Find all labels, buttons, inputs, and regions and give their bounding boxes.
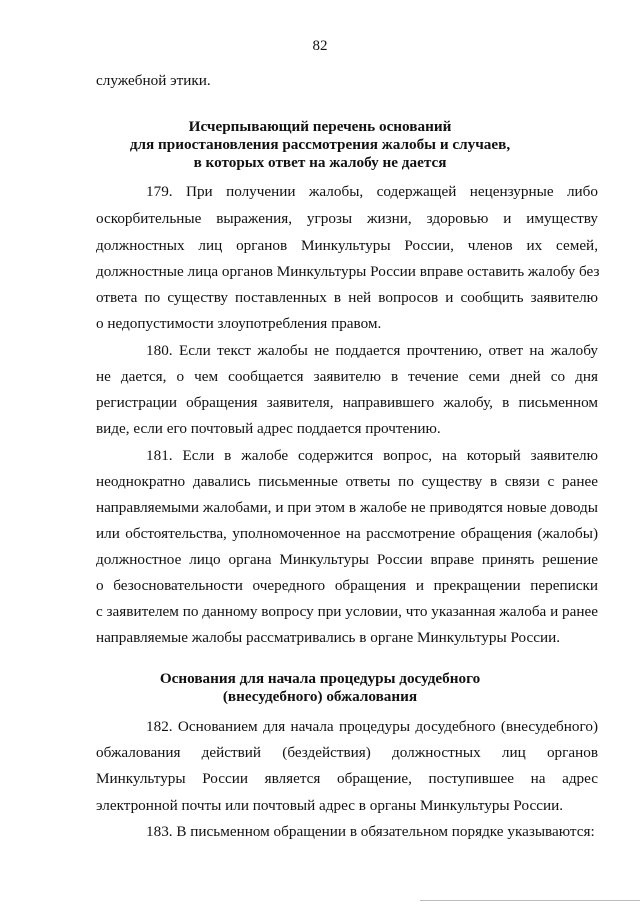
paragraph-line: виде, если его почтовый адрес поддается прочтению. bbox=[96, 420, 441, 437]
paragraph-line: 181. Если в жалобе содержится вопрос, на который заявителю bbox=[146, 447, 598, 464]
paragraph-line: 182. Основанием для начала процедуры досудебного (внесудебного) bbox=[146, 718, 598, 735]
paragraph-line: о безосновательности очередного обращения и прекращении переписки bbox=[96, 577, 598, 594]
section-heading-line: (внесудебного) обжалования bbox=[222, 688, 418, 705]
intro-line: служебной этики. bbox=[96, 72, 211, 89]
scan-edge-divider bbox=[420, 900, 640, 901]
section-heading-line: Исчерпывающий перечень оснований bbox=[188, 118, 452, 135]
paragraph-line: направляемые жалобы рассматривались в органе Минкультуры России. bbox=[96, 629, 561, 646]
paragraph-line: должностные лица органов Минкультуры России вправе оставить жалобу без bbox=[96, 263, 600, 280]
paragraph-line: не дается, о чем сообщается заявителю в течение семи дней со дня bbox=[96, 368, 598, 385]
page-number: 82 bbox=[312, 38, 328, 54]
paragraph-line: регистрации обращения заявителя, направившего жалобу, в письменном bbox=[96, 394, 598, 411]
paragraph-line: обжалования действий (бездействия) должностных лиц органов bbox=[96, 744, 598, 761]
paragraph-line: неоднократно давались письменные ответы по существу в связи с ранее bbox=[96, 473, 598, 490]
paragraph-line: или обстоятельства, уполномоченное на рассмотрение обращения (жалобы) bbox=[96, 525, 598, 542]
paragraph-line: ответа по существу поставленных в ней вопросов и сообщить заявителю bbox=[96, 289, 598, 306]
paragraph-line: о недопустимости злоупотребления правом. bbox=[96, 315, 382, 332]
paragraph-line: Минкультуры России является обращение, поступившее на адрес bbox=[96, 770, 598, 787]
paragraph-line: направляемыми жалобами, и при этом в жалобе не приводятся новые доводы bbox=[96, 499, 598, 516]
paragraph-line: электронной почты или почтовый адрес в органы Минкультуры России. bbox=[96, 797, 564, 814]
paragraph-line: должностных лиц органов Минкультуры России, членов их семей, bbox=[96, 237, 598, 254]
paragraph-line: 183. В письменном обращении в обязательном порядке указываются: bbox=[146, 823, 595, 840]
paragraph-line: 180. Если текст жалобы не поддается прочтению, ответ на жалобу bbox=[146, 342, 598, 359]
paragraph-line: должностное лицо органа Минкультуры России вправе принять решение bbox=[96, 551, 598, 568]
paragraph-line: 179. При получении жалобы, содержащей нецензурные либо bbox=[146, 183, 598, 200]
section-heading-line: в которых ответ на жалобу не дается bbox=[193, 154, 447, 171]
paragraph-line: с заявителем по данному вопросу при условии, что указанная жалоба и ранее bbox=[96, 603, 598, 620]
paragraph-line: оскорбительные выражения, угрозы жизни, здоровью и имуществу bbox=[96, 210, 598, 227]
section-heading-line: для приостановления рассмотрения жалобы и случаев, bbox=[129, 136, 511, 153]
section-heading-line: Основания для начала процедуры досудебного bbox=[159, 670, 481, 687]
